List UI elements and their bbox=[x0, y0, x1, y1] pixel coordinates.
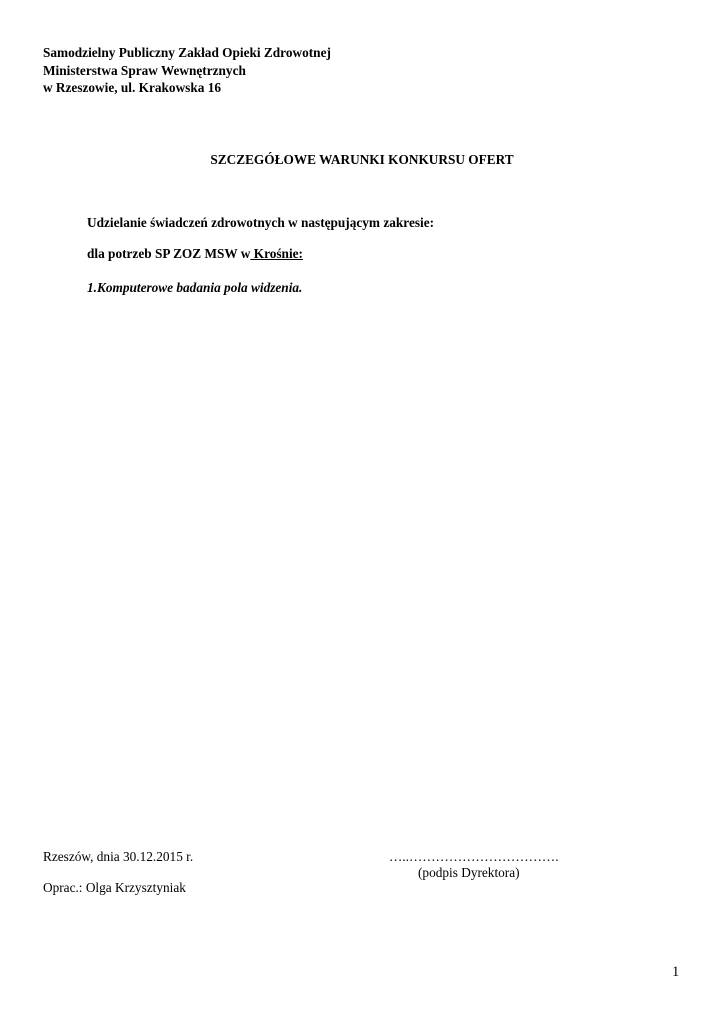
signature-line: …..……………………………. bbox=[389, 849, 559, 864]
signature-label: (podpis Dyrektora) bbox=[418, 865, 520, 880]
document-title: SZCZEGÓŁOWE WARUNKI KONKURSU OFERT bbox=[210, 152, 514, 167]
date-line: Rzeszów, dnia 30.12.2015 r. bbox=[43, 849, 194, 864]
scope-intro: Udzielanie świadczeń zdrowotnych w następującym zakresie: bbox=[87, 215, 435, 230]
scope-for-prefix: dla potrzeb SP ZOZ MSW w bbox=[87, 246, 251, 261]
scope-for-place: Krośnie: bbox=[250, 246, 303, 261]
scope-for-line bbox=[87, 245, 303, 262]
ministry-name: Ministerstwa Spraw Wewnętrznych bbox=[43, 62, 246, 78]
institution-name: Samodzielny Publiczny Zakład Opieki Zdrowotnej bbox=[43, 45, 331, 60]
prepared-by: Oprac.: Olga Krzysztyniak bbox=[43, 880, 186, 895]
institution-address: w Rzeszowie, ul. Krakowska 16 bbox=[43, 80, 222, 95]
scope-item: 1.Komputerowe badania pola widzenia. bbox=[87, 280, 303, 295]
institution-header bbox=[43, 44, 331, 97]
page-number: 1 bbox=[672, 964, 680, 980]
